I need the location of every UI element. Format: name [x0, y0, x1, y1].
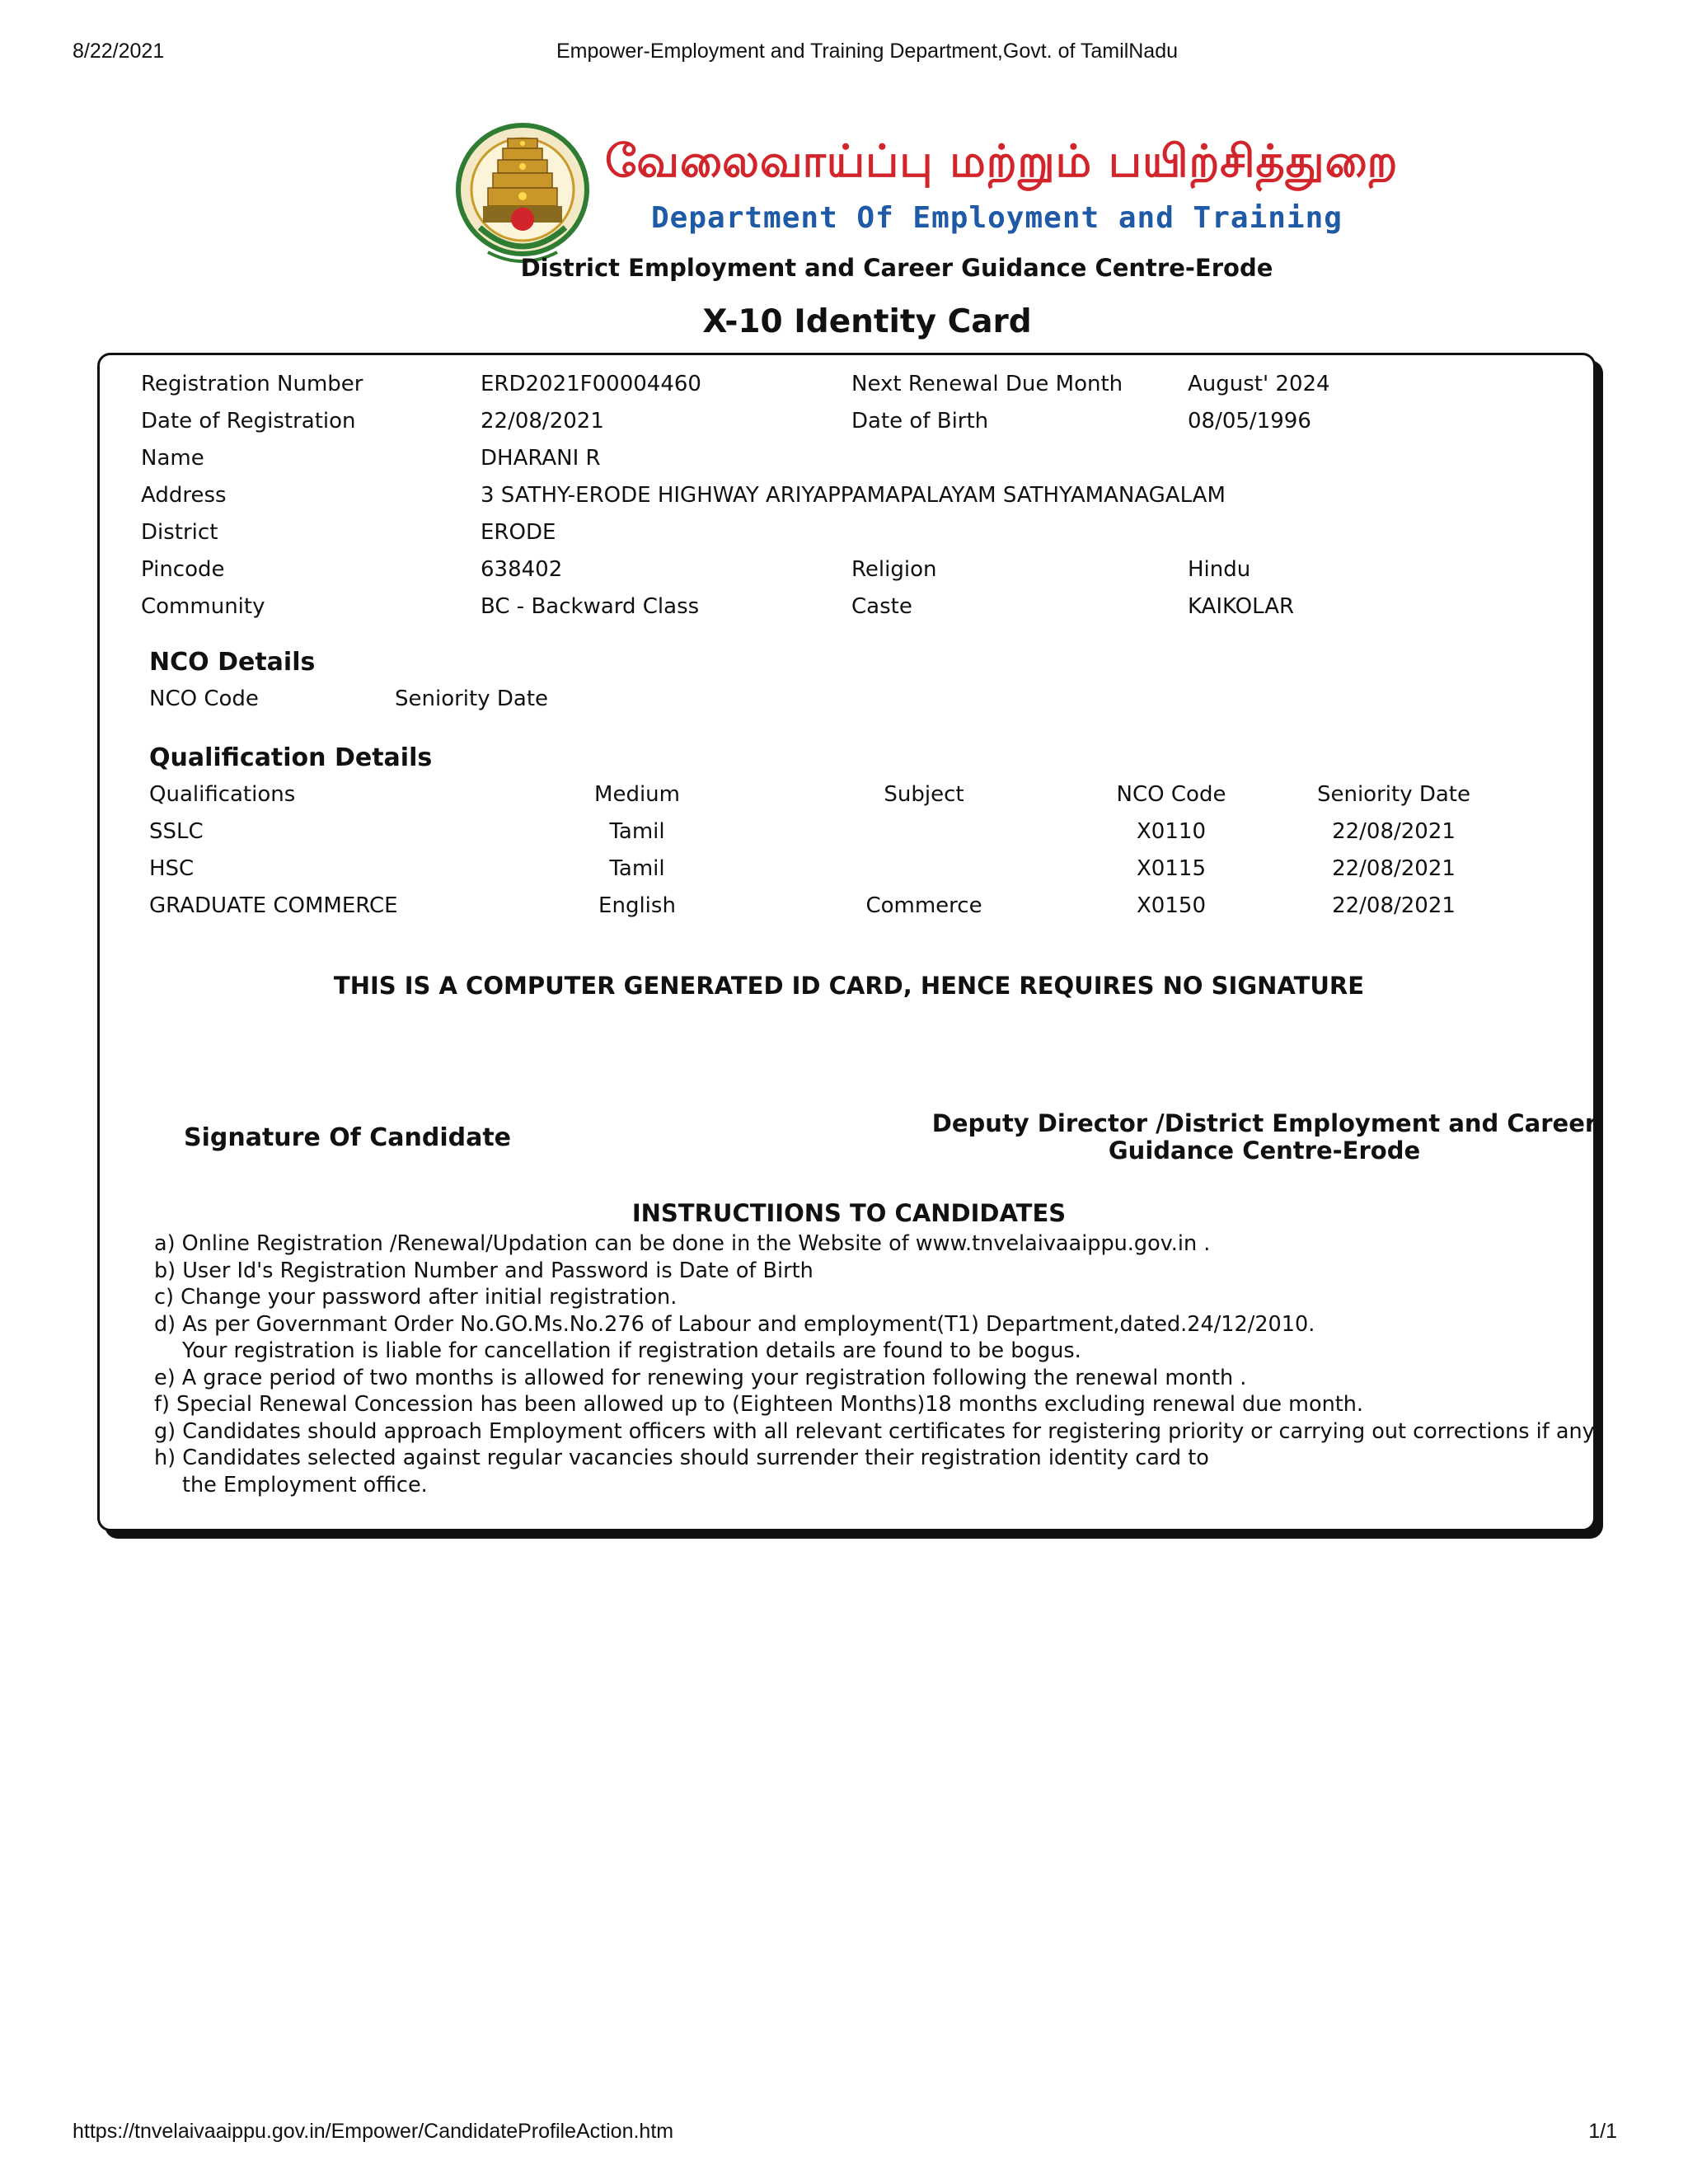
qual-header-subject: Subject: [884, 782, 964, 807]
district-label: District: [141, 520, 218, 545]
tamilnadu-emblem-icon: [450, 120, 595, 272]
qual-row-1-medium: Tamil: [609, 819, 665, 844]
name-value: DHARANI R: [481, 446, 601, 471]
instructions-heading: INSTRUCTIIONS TO CANDIDATES: [631, 1199, 1067, 1227]
qual-row-2-qualification: HSC: [149, 856, 195, 881]
qual-row-1-qualification: SSLC: [149, 819, 204, 844]
print-page-number: 1/1: [1588, 2120, 1617, 2143]
qual-row-3-qualification: GRADUATE COMMERCE: [149, 893, 398, 918]
instruction-d: d) As per Governmant Order No.GO.Ms.No.276 of Labour and employment(T1) Department,dated.24/12/2010.: [154, 1311, 1315, 1337]
print-date: 8/22/2021: [73, 40, 165, 63]
nco-details-heading: NCO Details: [149, 648, 316, 677]
qual-header-seniority-date: Seniority Date: [1316, 782, 1470, 807]
qual-row-2-nco-code: X0115: [1137, 856, 1206, 881]
instruction-f: f) Special Renewal Concession has been allowed up to (Eighteen Months)18 months excluding renewal due month.: [154, 1392, 1364, 1417]
name-label: Name: [141, 446, 204, 471]
religion-value: Hindu: [1188, 557, 1251, 582]
pincode-value: 638402: [481, 557, 563, 582]
officer-signature-line-1: Deputy Director /District Employment and Career: [931, 1109, 1597, 1137]
caste-value: KAIKOLAR: [1188, 594, 1295, 619]
print-header: [0, 40, 1688, 73]
qualification-details-heading: Qualification Details: [149, 743, 433, 772]
card-title: X-10 Identity Card: [702, 303, 1032, 340]
date-of-birth-label: Date of Birth: [851, 409, 989, 434]
qual-header-qualifications: Qualifications: [149, 782, 296, 807]
date-of-registration-value: 22/08/2021: [481, 409, 604, 434]
pincode-label: Pincode: [141, 557, 225, 582]
address-value: 3 SATHY-ERODE HIGHWAY ARIYAPPAMAPALAYAM SATHYAMANAGALAM: [481, 483, 1226, 508]
date-of-registration-label: Date of Registration: [141, 409, 356, 434]
print-footer: [0, 2120, 1688, 2153]
community-label: Community: [141, 594, 265, 619]
instruction-g: g) Candidates should approach Employment officers with all relevant certificates for registering priority or carrying out corrections if any.: [154, 1418, 1599, 1444]
officer-signature-label: [842, 1110, 1687, 1165]
qual-row-1-nco-code: X0110: [1137, 819, 1206, 844]
qual-header-nco-code: NCO Code: [1116, 782, 1226, 807]
instruction-a: a) Online Registration /Renewal/Updation can be done in the Website of www.tnvelaivaaippu.gov.in .: [154, 1231, 1211, 1256]
nco-code-label: NCO Code: [149, 687, 259, 711]
instruction-d-continued: Your registration is liable for cancellation if registration details are found to be bogus.: [182, 1338, 1081, 1363]
qual-row-2-medium: Tamil: [609, 856, 665, 881]
qual-header-medium: Medium: [594, 782, 680, 807]
qual-row-2-seniority-date: 22/08/2021: [1332, 856, 1456, 881]
qual-row-3-subject: Commerce: [865, 893, 982, 918]
qual-row-3-seniority-date: 22/08/2021: [1332, 893, 1456, 918]
district-centre-title: District Employment and Career Guidance Centre-Erode: [520, 254, 1273, 282]
print-url: https://tnvelaivaaippu.gov.in/Empower/CandidateProfileAction.htm: [73, 2120, 674, 2143]
officer-signature-line-2: Guidance Centre-Erode: [1108, 1137, 1421, 1165]
next-renewal-value: August' 2024: [1188, 372, 1330, 396]
department-tamil-title: வேலைவாய்ப்பு மற்றும் பயிற்சித்துறை: [605, 135, 1399, 187]
qual-row-3-medium: English: [598, 893, 676, 918]
date-of-birth-value: 08/05/1996: [1188, 409, 1311, 434]
instruction-h: h) Candidates selected against regular vacancies should surrender their registration identity card to: [154, 1446, 1209, 1470]
instructions-list: [154, 1230, 1598, 1498]
next-renewal-label: Next Renewal Due Month: [851, 372, 1123, 396]
nco-seniority-label: Seniority Date: [395, 687, 549, 711]
department-english-title: Department Of Employment and Training: [651, 201, 1343, 235]
religion-label: Religion: [851, 557, 937, 582]
print-title: Empower-Employment and Training Department,Govt. of TamilNadu: [556, 40, 1179, 63]
registration-number-label: Registration Number: [141, 372, 363, 396]
instruction-e: e) A grace period of two months is allowed for renewing your registration following the renewal month .: [154, 1365, 1247, 1390]
instruction-b: b) User Id's Registration Number and Password is Date of Birth: [154, 1258, 814, 1283]
instruction-h-continued: the Employment office.: [182, 1472, 428, 1497]
district-value: ERODE: [481, 520, 556, 545]
identity-card: [97, 353, 1599, 1531]
candidate-signature-label: Signature Of Candidate: [184, 1123, 512, 1152]
qual-row-3-nco-code: X0150: [1137, 893, 1206, 918]
no-signature-notice: THIS IS A COMPUTER GENERATED ID CARD, HENCE REQUIRES NO SIGNATURE: [333, 972, 1365, 1000]
registration-number-value: ERD2021F00004460: [481, 372, 701, 396]
qual-row-1-seniority-date: 22/08/2021: [1332, 819, 1456, 844]
caste-label: Caste: [851, 594, 912, 619]
community-value: BC - Backward Class: [481, 594, 700, 619]
instruction-c: c) Change your password after initial registration.: [154, 1285, 678, 1310]
address-label: Address: [141, 483, 227, 508]
